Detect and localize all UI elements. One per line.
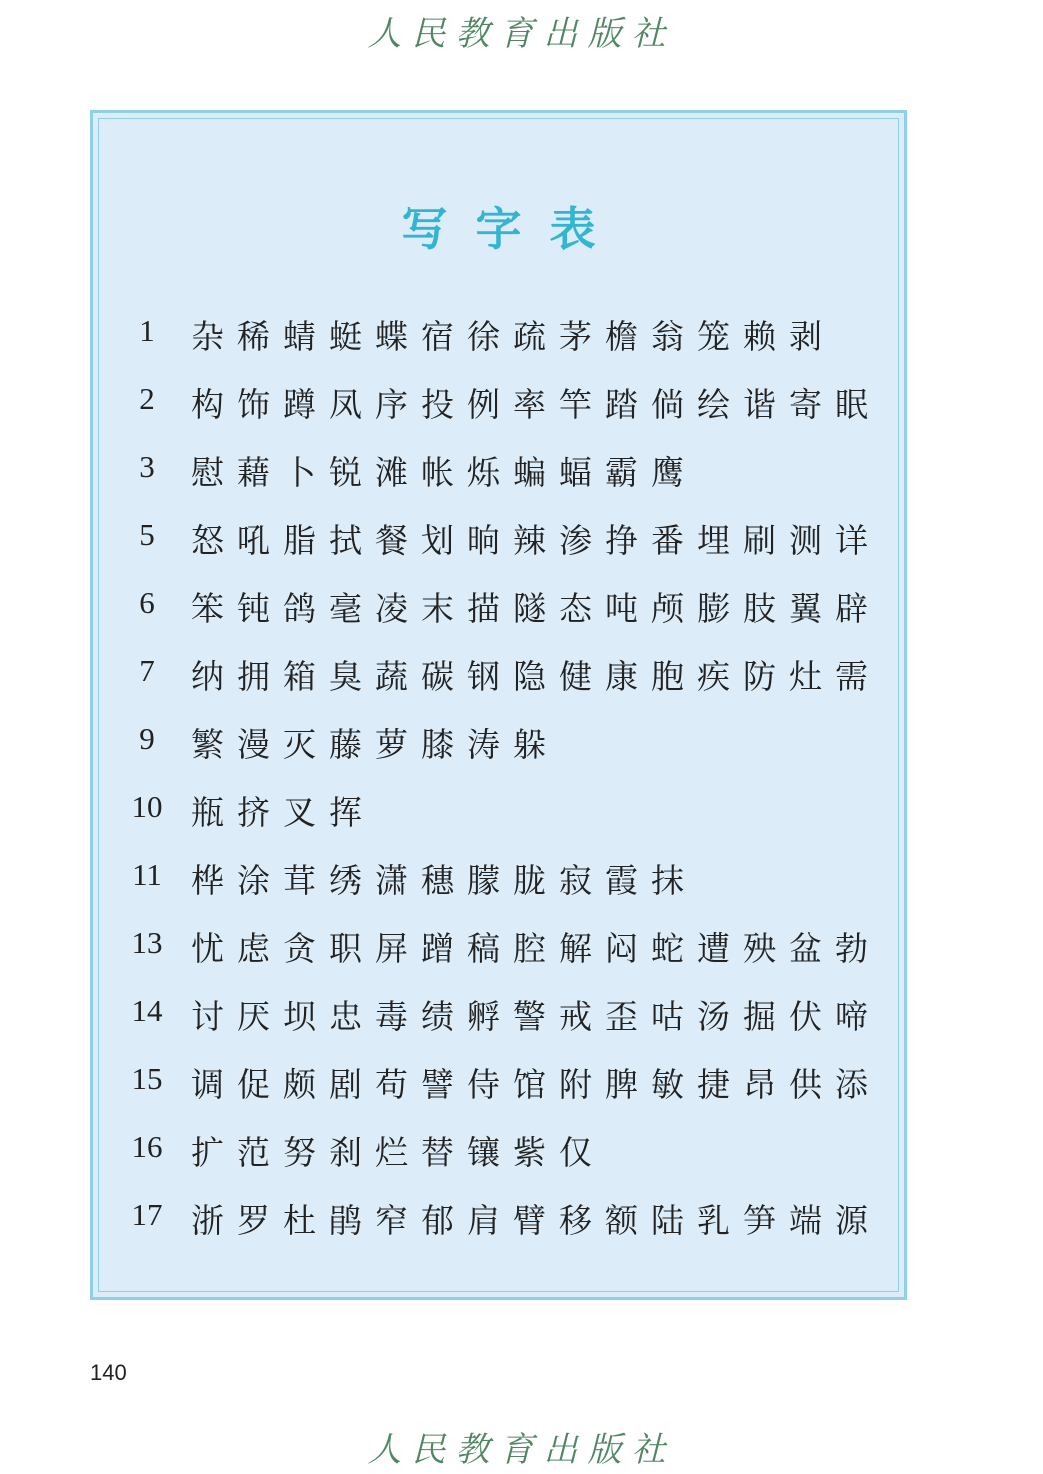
table-row xyxy=(93,711,904,779)
table-row xyxy=(93,371,904,439)
table-row xyxy=(93,439,904,507)
lesson-characters: 调促颇剧苟譬侍馆附脾敏捷昂供添 xyxy=(191,1065,881,1104)
lesson-number: 6 xyxy=(139,585,155,620)
lesson-characters: 构饰蹲凤序投例率竿踏倘绘谐寄眠 xyxy=(191,385,881,424)
lesson-characters: 扩范努刹烂替镶紫仅 xyxy=(191,1133,605,1172)
lesson-characters: 慰藉卜锐滩帐烁蝙蝠霸鹰 xyxy=(191,453,697,492)
table-row xyxy=(93,1119,904,1187)
lesson-characters: 怒吼脂拭餐划晌辣渗挣番埋刷测详 xyxy=(191,521,881,560)
lesson-characters: 繁漫灭藤萝膝涛躲 xyxy=(191,725,559,764)
lesson-number: 17 xyxy=(131,1197,163,1232)
lesson-number: 5 xyxy=(139,517,155,552)
table-title: 写字表 xyxy=(401,202,624,256)
table-row xyxy=(93,575,904,643)
table-row xyxy=(93,779,904,847)
character-rows xyxy=(93,303,904,1255)
lesson-number: 9 xyxy=(139,721,155,756)
lesson-number: 16 xyxy=(131,1129,163,1164)
lesson-number: 13 xyxy=(131,925,163,960)
lesson-number: 15 xyxy=(131,1061,163,1096)
table-row xyxy=(93,915,904,983)
lesson-characters: 桦涂茸绣潇穗朦胧寂霞抹 xyxy=(191,861,697,900)
publisher-watermark-top: 人民教育出版社 xyxy=(367,14,676,54)
table-row xyxy=(93,643,904,711)
lesson-characters: 杂稀蜻蜓蝶宿徐疏茅檐翁笼赖剥 xyxy=(191,317,835,356)
table-row xyxy=(93,1051,904,1119)
table-row xyxy=(93,303,904,371)
writing-table-box xyxy=(90,110,907,1300)
lesson-number: 10 xyxy=(131,789,163,824)
lesson-characters: 纳拥箱臭蔬碳钢隐健康胞疾防灶需 xyxy=(191,657,881,696)
table-row xyxy=(93,507,904,575)
lesson-number: 1 xyxy=(139,313,155,348)
table-row xyxy=(93,983,904,1051)
lesson-number: 7 xyxy=(139,653,155,688)
publisher-watermark-bottom: 人民教育出版社 xyxy=(367,1430,676,1470)
lesson-characters: 瓶挤叉挥 xyxy=(191,793,375,832)
lesson-characters: 笨钝鸽毫凌末描隧态吨颅膨肢翼辟 xyxy=(191,589,881,628)
lesson-number: 14 xyxy=(131,993,163,1028)
lesson-number: 3 xyxy=(139,449,155,484)
lesson-characters: 讨厌坝忠毒绩孵警戒歪咕汤掘伏啼 xyxy=(191,997,881,1036)
lesson-number: 2 xyxy=(139,381,155,416)
lesson-characters: 浙罗杜鹃窄郁肩臂移额陆乳笋端源 xyxy=(191,1201,881,1240)
page-number: 140 xyxy=(90,1360,127,1385)
table-row xyxy=(93,847,904,915)
lesson-number: 11 xyxy=(132,857,162,892)
lesson-characters: 忧虑贪职屏蹭稿腔解闷蛇遭殃盆勃 xyxy=(191,929,881,968)
table-row xyxy=(93,1187,904,1255)
